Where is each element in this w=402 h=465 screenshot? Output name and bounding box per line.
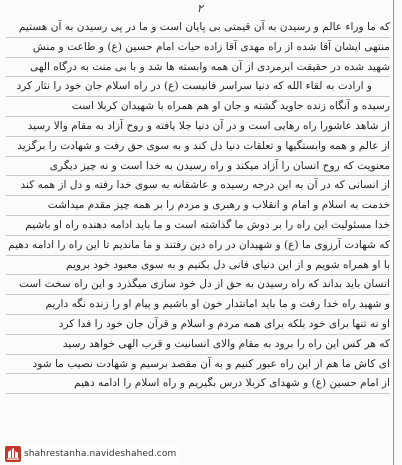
text-line: او نه تنها برای خود بلکه برای همه مردم و اسلام و قرآن جان خود را فدا کرد <box>6 315 390 335</box>
margin-line <box>393 0 394 465</box>
text-line: با او همراه شویم و از این دنیای فانی دل بکنیم و به سوی معبود خود برویم <box>6 256 390 276</box>
watermark-text: shahrestanha.navideshahed.com <box>24 449 177 459</box>
text-line: خدا مسئولیت این راه را بر دوش ما گذاشته است و ما باید ادامه دهنده راه او باشیم <box>6 216 390 236</box>
text-line: و ارادت به لقاء الله که دنیا سراسر فانیست (ع) در راه اسلام جان خود را نثار کرد <box>6 77 390 97</box>
text-line: خدمت به اسلام و امام و انقلاب و رهبری و مردم را بر همه چیز مقدم میداشت <box>6 196 390 216</box>
text-line: شهید شده در حقیقت ابرمردی از آن همه وابسته ها شد و با بی منت به درگاه الهی <box>6 58 390 78</box>
text-line: که شهادت آرزوی ما (ع) و شهیدان در راه دین رفتند و ما ماندیم تا این راه را ادامه دهیم <box>6 236 390 256</box>
text-line: انسان باید بداند که راه رسیدن به حق از دل خود سازی میگذرد و این راه سخت است <box>6 275 390 295</box>
text-line: ای کاش ما هم از این راه عبور کنیم و به آن مقصد برسیم و شهادت نصیب ما شود <box>6 355 390 375</box>
text-line: که هر کس این راه را برود به مقام والای انسانیت و قرب الهی خواهد رسید <box>6 335 390 355</box>
navideshahed-logo-icon <box>5 446 21 462</box>
text-line: و شهید راه خدا رفت و ما باید امانتدار خون او باشیم و پیام او را زنده نگه داریم <box>6 295 390 315</box>
text-line: رسیده و آنگاه زنده جاوید گشته و جان او هم همراه با شهیدان کربلا است <box>6 97 390 117</box>
text-line: از امام حسین (ع) و شهدای کربلا درس بگیریم و راه اسلام را ادامه دهیم <box>6 374 390 394</box>
text-line: از شاهد عاشورا راه رهایی است و در آن دنیا جلا یافته و روح آزاد به مقام والا رسید <box>6 117 390 137</box>
handwritten-text-block <box>6 18 390 443</box>
text-line: معنویت که روح انسان را آزاد میکند و راه رسیدن به خدا است و نه چیز دیگری <box>6 157 390 177</box>
watermark[interactable] <box>2 445 179 463</box>
text-line: که ما وراء عالم و رسیدن به آن قیمتی بی پایان است و ما در پی رسیدن به آن هستیم <box>6 18 390 38</box>
text-line: از عالم و همه وابستگیها و تعلقات دنیا دل کند و به سوی حق رفت و شهادت را برگزید <box>6 137 390 157</box>
text-line: منتهی ایشان آقا شده از راه مهدی آقا زاده حیات امام حسین (ع) و طاعت و منش <box>6 38 390 58</box>
text-line: از انسانی که در آن به این درجه رسیده و عاشقانه به سوی خدا رفته و دل از همه کند <box>6 176 390 196</box>
page-number: ۲ <box>197 2 203 15</box>
